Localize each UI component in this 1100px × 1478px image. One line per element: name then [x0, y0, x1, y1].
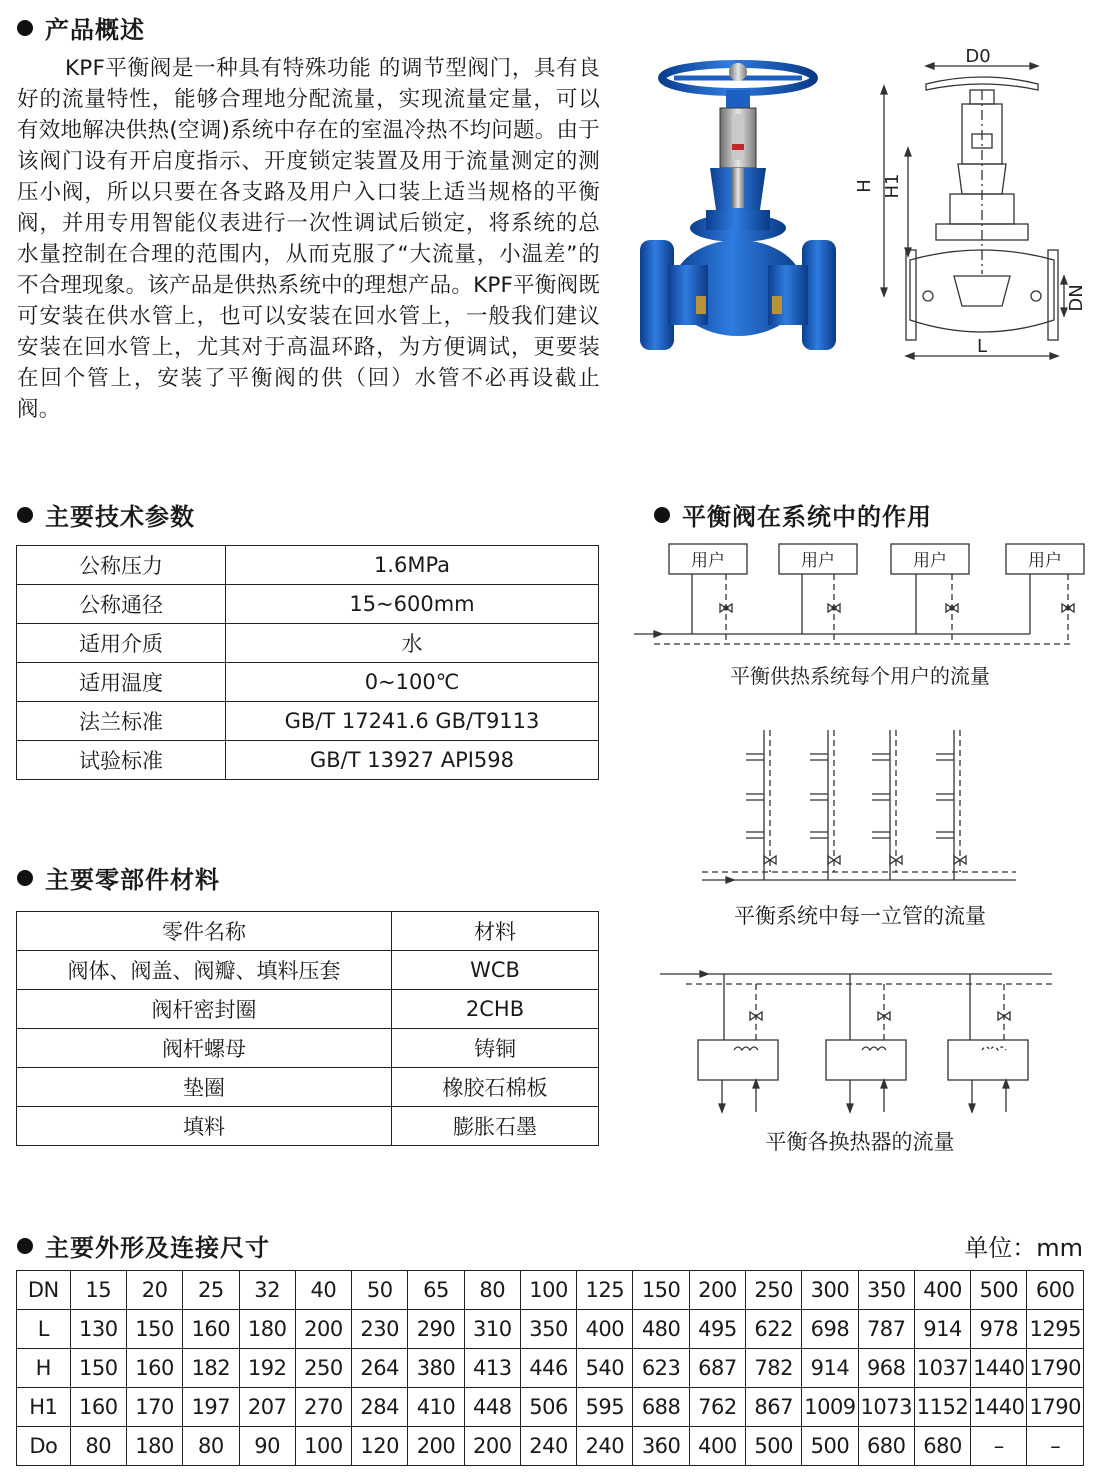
table-cell: 32	[239, 1271, 295, 1310]
row-label: DN	[17, 1271, 71, 1310]
table-cell: 264	[352, 1349, 408, 1388]
table-row	[17, 1271, 1084, 1310]
table-cell: 506	[520, 1388, 576, 1427]
table-cell: 446	[520, 1349, 576, 1388]
table-cell: 1037	[914, 1349, 970, 1388]
table-cell: 200	[464, 1427, 520, 1466]
diagram-exchanger-flow	[660, 966, 1060, 1116]
table-cell: 688	[633, 1388, 689, 1427]
table-cell: 50	[352, 1271, 408, 1310]
table-cell: 90	[239, 1427, 295, 1466]
svg-text:用户: 用户	[913, 551, 947, 571]
table-cell: 500	[746, 1427, 802, 1466]
table-cell: 380	[408, 1349, 464, 1388]
label-h: H	[854, 179, 875, 193]
table-cell: 1440	[971, 1388, 1027, 1427]
section-heading-materials: 主要零部件材料	[17, 860, 220, 895]
table-cell: 100	[520, 1271, 576, 1310]
table-cell: 310	[464, 1310, 520, 1349]
table-cell: 207	[239, 1388, 295, 1427]
table-cell: 1790	[1027, 1349, 1084, 1388]
bullet-icon	[654, 507, 670, 523]
table-cell: –	[971, 1427, 1027, 1466]
table-row: 阀杆螺母 铸铜	[17, 1029, 599, 1068]
table-row: 法兰标准 GB/T 17241.6 GB/T9113	[17, 702, 599, 741]
table-cell: 100	[295, 1427, 351, 1466]
unit-label: 单位：mm	[964, 1234, 1083, 1262]
table-cell: 170	[126, 1388, 182, 1427]
table-cell: 192	[239, 1349, 295, 1388]
table-row	[17, 1427, 1084, 1466]
table-cell: 787	[858, 1310, 914, 1349]
table-cell: 290	[408, 1310, 464, 1349]
table-cell: 1790	[1027, 1388, 1084, 1427]
table-cell: 240	[520, 1427, 576, 1466]
table-cell: 480	[633, 1310, 689, 1349]
table-cell: 1152	[914, 1388, 970, 1427]
dimensions-table	[16, 1270, 1084, 1466]
table-cell: 130	[70, 1310, 126, 1349]
table-cell: 400	[577, 1310, 633, 1349]
label-d0: D0	[965, 46, 991, 67]
row-label: H1	[17, 1388, 71, 1427]
table-cell: 15	[70, 1271, 126, 1310]
table-cell: 150	[126, 1310, 182, 1349]
table-cell: 400	[914, 1271, 970, 1310]
table-cell: 182	[183, 1349, 239, 1388]
table-cell: 698	[802, 1310, 858, 1349]
table-cell: 250	[295, 1349, 351, 1388]
table-cell: 500	[971, 1271, 1027, 1310]
bullet-icon	[17, 870, 33, 886]
table-cell: 197	[183, 1388, 239, 1427]
table-cell: 968	[858, 1349, 914, 1388]
dimension-drawing	[854, 44, 1098, 374]
table-cell: 1073	[858, 1388, 914, 1427]
table-cell: 230	[352, 1310, 408, 1349]
table-cell: 595	[577, 1388, 633, 1427]
table-cell: 680	[914, 1427, 970, 1466]
table-cell: 413	[464, 1349, 520, 1388]
label-l: L	[976, 336, 988, 357]
row-label: L	[17, 1310, 71, 1349]
table-cell: 80	[70, 1427, 126, 1466]
table-cell: 867	[746, 1388, 802, 1427]
table-cell: 150	[70, 1349, 126, 1388]
table-cell: 360	[633, 1427, 689, 1466]
table-cell: 240	[577, 1427, 633, 1466]
caption-riser-flow: 平衡系统中每一立管的流量	[734, 904, 986, 928]
table-row: 垫圈 橡胶石棉板	[17, 1068, 599, 1107]
label-dn: DN	[1066, 284, 1087, 312]
table-row: 填料 膨胀石墨	[17, 1107, 599, 1146]
table-row: 适用温度 0~100℃	[17, 663, 599, 702]
table-cell: 600	[1027, 1271, 1084, 1310]
table-cell: 20	[126, 1271, 182, 1310]
table-row	[17, 1388, 1084, 1427]
table-cell: 350	[520, 1310, 576, 1349]
table-cell: 623	[633, 1349, 689, 1388]
table-cell: 914	[802, 1349, 858, 1388]
table-cell: 500	[802, 1427, 858, 1466]
table-row: 公称通径 15~600mm	[17, 585, 599, 624]
table-cell: 120	[352, 1427, 408, 1466]
table-cell: 150	[633, 1271, 689, 1310]
table-cell: 1295	[1027, 1310, 1084, 1349]
bullet-icon	[17, 20, 33, 36]
user-box	[669, 544, 747, 574]
valve-photo	[634, 60, 874, 360]
table-cell: 448	[464, 1388, 520, 1427]
table-cell: 540	[577, 1349, 633, 1388]
overview-text: KPF平衡阀是一种具有特殊功能 的调节型阀门，具有良好的流量特性，能够合理地分配流量，实现流量定量，可以有效地解决供热(空调)系统中存在的室温冷热不均问题。由于该阀门设有开启度指示、开度锁定装置及用于流量测定的测压小阀，所以只要在各支路及用户入口装上适当规格的平衡阀，并用专用智能仪表进行一次性调试后锁定，将系统的总水量控制在合理的范围内，从而克服了“大流量，小温差”的不合理现象。该产品是供热系统中的理想产品。KPF平衡阀既可安装在供水管上，也可以安装在回水管上，一般我们建议安装在回水管上，尤其对于高温环路，为方便调试，更要装在回个管上，安装了平衡阀的供（回）水管不必再设截止阀。	[17, 56, 600, 422]
row-label: Do	[17, 1427, 71, 1466]
table-cell: 200	[689, 1271, 745, 1310]
table-cell: 410	[408, 1388, 464, 1427]
table-cell: 782	[746, 1349, 802, 1388]
table-header-row: 零件名称 材料	[17, 912, 599, 951]
bullet-icon	[17, 507, 33, 523]
table-row	[17, 1349, 1084, 1388]
row-label: H	[17, 1349, 71, 1388]
table-cell: 400	[689, 1427, 745, 1466]
table-row: 试验标准 GB/T 13927 API598	[17, 741, 599, 780]
svg-text:用户: 用户	[801, 551, 835, 571]
table-cell: 80	[464, 1271, 520, 1310]
table-cell: 680	[858, 1427, 914, 1466]
table-cell: 125	[577, 1271, 633, 1310]
table-cell: 1440	[971, 1349, 1027, 1388]
table-cell: 80	[183, 1427, 239, 1466]
table-cell: 270	[295, 1388, 351, 1427]
overview-paragraph	[17, 53, 600, 425]
table-cell: 495	[689, 1310, 745, 1349]
caption-user-flow: 平衡供热系统每个用户的流量	[730, 664, 990, 688]
section-heading-tech: 主要技术参数	[17, 497, 195, 532]
table-cell: 284	[352, 1388, 408, 1427]
table-cell: 350	[858, 1271, 914, 1310]
table-cell: 1009	[802, 1388, 858, 1427]
table-cell: 200	[408, 1427, 464, 1466]
table-cell: 300	[802, 1271, 858, 1310]
caption-exchanger-flow: 平衡各换热器的流量	[765, 1130, 955, 1154]
table-row: 适用介质 水	[17, 624, 599, 663]
materials-table	[16, 911, 599, 1146]
table-cell: 65	[408, 1271, 464, 1310]
diagram-user-flow	[634, 540, 1094, 650]
table-cell: 250	[746, 1271, 802, 1310]
svg-text:用户: 用户	[691, 551, 725, 571]
table-cell: 914	[914, 1310, 970, 1349]
bullet-icon	[17, 1238, 33, 1254]
table-cell: 160	[70, 1388, 126, 1427]
user-box	[891, 544, 969, 574]
table-cell: 200	[295, 1310, 351, 1349]
table-cell: 160	[126, 1349, 182, 1388]
section-heading-dimensions: 主要外形及连接尺寸	[17, 1228, 270, 1263]
user-box	[1006, 544, 1084, 574]
table-row: 阀体、阀盖、阀瓣、填料压套 WCB	[17, 951, 599, 990]
table-cell: 622	[746, 1310, 802, 1349]
table-cell: –	[1027, 1427, 1084, 1466]
svg-text:用户: 用户	[1028, 551, 1062, 571]
section-heading-system-role: 平衡阀在系统中的作用	[654, 497, 932, 532]
table-cell: 40	[295, 1271, 351, 1310]
table-row	[17, 1310, 1084, 1349]
label-h1: H1	[882, 173, 903, 199]
table-cell: 25	[183, 1271, 239, 1310]
table-row: 公称压力 1.6MPa	[17, 546, 599, 585]
tech-params-table	[16, 545, 599, 780]
section-heading-overview: 产品概述	[17, 10, 145, 45]
table-cell: 180	[126, 1427, 182, 1466]
user-box	[779, 544, 857, 574]
table-cell: 180	[239, 1310, 295, 1349]
diagram-riser-flow	[700, 730, 1020, 890]
table-cell: 160	[183, 1310, 239, 1349]
table-cell: 978	[971, 1310, 1027, 1349]
table-row: 阀杆密封圈 2CHB	[17, 990, 599, 1029]
table-cell: 762	[689, 1388, 745, 1427]
table-cell: 687	[689, 1349, 745, 1388]
